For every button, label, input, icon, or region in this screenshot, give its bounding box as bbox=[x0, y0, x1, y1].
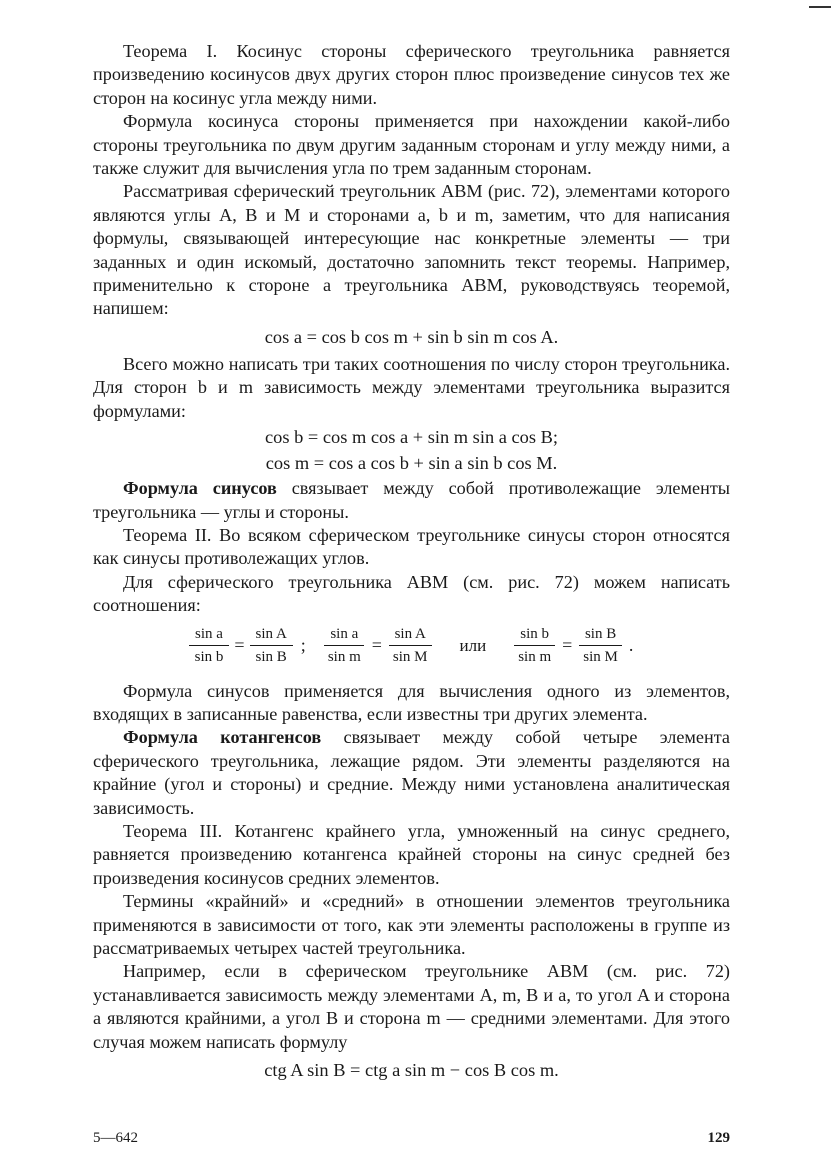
paragraph-ratios-intro: Для сферического треугольника ABM (см. рис. 72) можем написать соотношения: bbox=[93, 571, 730, 616]
paragraph-terms: Термины «крайний» и «средний» в отношении элементов треугольника применяются в зависимости от того, как эти элементы расположены в группе из рассматриваемых четырех частей треугольника. bbox=[93, 891, 730, 958]
corner-mark bbox=[809, 6, 831, 8]
signature-mark: 5—642 bbox=[93, 1130, 138, 1146]
denominator: sin m bbox=[518, 648, 552, 665]
fraction bbox=[387, 626, 434, 666]
paragraph-cotangent-formula bbox=[93, 726, 730, 820]
formula-cos-b: cos b = cos m cos a + sin m sin a cos B; bbox=[264, 427, 558, 448]
numerator: sin A bbox=[389, 626, 432, 646]
paragraph-three-relations: Всего можно написать три таких соотношения по числу сторон треугольника. Для сторон b и m зависимость между элементами треугольника выразится формулами: bbox=[93, 353, 730, 421]
paragraph-sine-usage: Формула синусов применяется для вычисления одного из элементов, входящих в записанные равенства, если известны три других элемента. bbox=[93, 680, 730, 724]
denominator: sin b bbox=[194, 648, 224, 665]
semicolon: ; bbox=[300, 635, 306, 656]
numerator: sin a bbox=[324, 626, 364, 646]
paragraph-cosine-usage: Формула косинуса стороны применяется при нахождении какой-либо стороны треугольника по двум другим заданным сторонам и углу между ними, а также служит для вычисления угла по трем заданным сторонам. bbox=[93, 111, 730, 179]
formula-cos-a: cos a = cos b cos m + sin b sin m cos A. bbox=[264, 326, 559, 347]
formula-cos-m: cos m = cos a cos b + sin a sin b cos M. bbox=[265, 453, 558, 474]
theorem-3: Теорема III. Котангенс крайнего угла, умноженный на синус среднего, равняется произведению котангенса крайней стороны на синус средней без произведения косинусов средних элементов. bbox=[93, 820, 730, 888]
word-or: или bbox=[459, 635, 487, 655]
cotangent-formula-text: связывает между собой четыре элемента сферического треугольника, лежащие рядом. Эти элементы разделяются на крайние (угол и стороны) и средние. Между ними установлена аналитическая зависимость. bbox=[93, 727, 730, 818]
fraction bbox=[189, 626, 230, 666]
equals-sign: = bbox=[234, 635, 245, 656]
sine-ratio-equations bbox=[93, 626, 730, 666]
equals-sign: = bbox=[371, 635, 382, 656]
page-body bbox=[93, 40, 730, 1086]
denominator: sin B bbox=[255, 648, 287, 665]
formula-cotangent: ctg A sin B = ctg a sin m − cos B cos m. bbox=[264, 1060, 559, 1081]
term-cotangent-formula: Формула котангенсов bbox=[123, 727, 322, 748]
numerator: sin A bbox=[250, 626, 293, 646]
equals-sign: = bbox=[562, 635, 573, 656]
paragraph-triangle-abm: Рассматривая сферический треугольник ABM (рис. 72), элементами которого являются углы A, B и M и сторонами a, b и m, заметим, что для написания формулы, связывающей интересующие нас конкретные элементы — три заданных и один искомый, достаточно запомнить текст теоремы. Например, применительно к стороне a треугольника ABM, руководствуясь теоремой, напишем: bbox=[93, 181, 730, 319]
fraction bbox=[512, 626, 557, 666]
sine-formula-text: связывает между собой противолежащие элементы треугольника — углы и стороны. bbox=[93, 478, 730, 522]
term-sine-formula: Формула синусов bbox=[123, 478, 277, 499]
numerator: sin B bbox=[579, 626, 622, 646]
paragraph-sine-formula bbox=[93, 477, 730, 524]
page-number: 129 bbox=[707, 1130, 730, 1146]
fraction bbox=[322, 626, 367, 666]
fraction bbox=[577, 626, 624, 666]
fraction bbox=[250, 626, 293, 666]
denominator: sin m bbox=[327, 648, 361, 665]
numerator: sin b bbox=[514, 626, 555, 646]
paragraph-example: Например, если в сферическом треугольнике ABM (см. рис. 72) устанавливается зависимость между элементами A, m, B и a, то угол A и сторона a являются крайними, а угол B и сторона m — средними элементами. Для этого случая можем написать формулу bbox=[93, 961, 730, 1052]
theorem-2: Теорема II. Во всяком сферическом треугольнике синусы сторон относятся как синусы противолежащих углов. bbox=[93, 524, 730, 569]
denominator: sin M bbox=[392, 648, 428, 665]
numerator: sin a bbox=[189, 626, 229, 646]
denominator: sin M bbox=[583, 648, 618, 665]
period: . bbox=[628, 635, 634, 656]
theorem-1: Теорема I. Косинус стороны сферического треугольника равняется произведению косинусов двух других сторон плюс произведение синусов тех же сторон на косинус угла между ними. bbox=[93, 41, 730, 108]
